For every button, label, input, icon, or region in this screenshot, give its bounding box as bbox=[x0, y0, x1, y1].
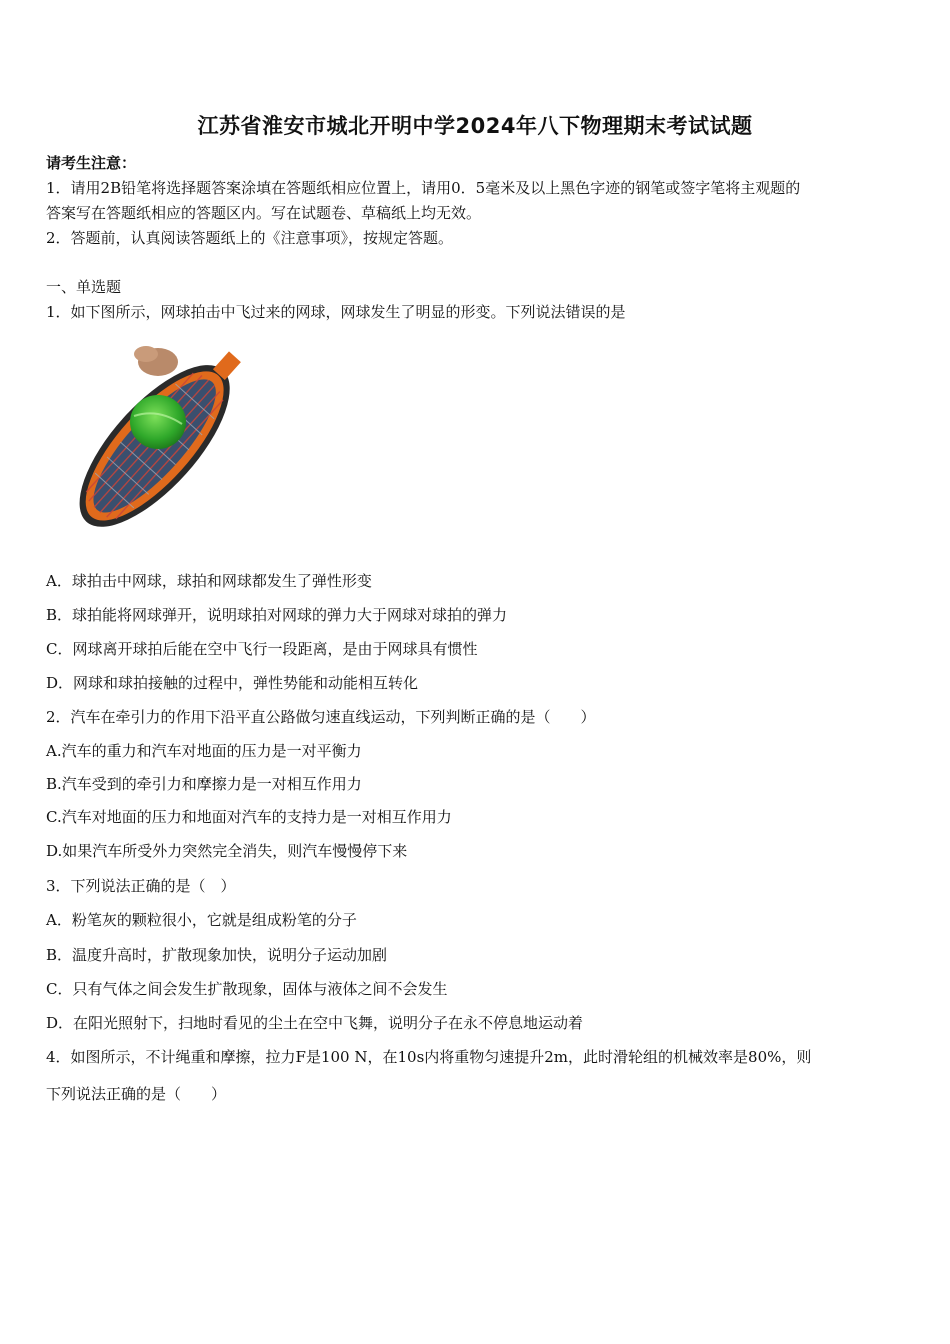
question-2-option-a: A.汽车的重力和汽车对地面的压力是一对平衡力 bbox=[46, 742, 362, 760]
section-heading: 一、单选题 bbox=[46, 278, 122, 296]
question-4-stem-line-1: 4．如图所示，不计绳重和摩擦，拉力F是100 N，在10s内将重物匀速提升2m，此时滑轮组的机械效率是80%，则 bbox=[46, 1048, 812, 1066]
question-3-option-c: C．只有气体之间会发生扩散现象，固体与液体之间不会发生 bbox=[46, 980, 448, 998]
question-1-option-a: A．球拍击中网球，球拍和网球都发生了弹性形变 bbox=[46, 572, 372, 590]
question-3-option-a: A．粉笔灰的颗粒很小，它就是组成粉笔的分子 bbox=[46, 911, 357, 929]
question-3-option-b: B．温度升高时，扩散现象加快，说明分子运动加剧 bbox=[46, 946, 388, 964]
question-1-stem: 1．如下图所示，网球拍击中飞过来的网球，网球发生了明显的形变。下列说法错误的是 bbox=[46, 303, 626, 321]
question-1-option-c: C．网球离开球拍后能在空中飞行一段距离，是由于网球具有惯性 bbox=[46, 640, 478, 658]
question-1-option-d: D．网球和球拍接触的过程中，弹性势能和动能相互转化 bbox=[46, 674, 419, 692]
notice-item-2: 2．答题前，认真阅读答题纸上的《注意事项》，按规定答题。 bbox=[46, 229, 454, 247]
question-2-option-c: C.汽车对地面的压力和地面对汽车的支持力是一对相互作用力 bbox=[46, 808, 452, 826]
exam-title: 江苏省淮安市城北开明中学2024年八下物理期末考试试题 bbox=[197, 114, 753, 138]
question-2-option-d: D.如果汽车所受外力突然完全消失，则汽车慢慢停下来 bbox=[46, 842, 408, 860]
question-2-option-b: B.汽车受到的牵引力和摩擦力是一对相互作用力 bbox=[46, 775, 362, 793]
notice-heading: 请考生注意： bbox=[46, 154, 137, 172]
notice-item-1-line-1: 1．请用2B铅笔将选择题答案涂填在答题纸相应位置上，请用0．5毫米及以上黑色字迹的钢笔或签字笔将主观题的 bbox=[46, 179, 801, 197]
question-4-stem-line-2: 下列说法正确的是（ ） bbox=[46, 1085, 227, 1103]
question-3-stem: 3．下列说法正确的是（ ） bbox=[46, 877, 236, 895]
tennis-racket-ball-image bbox=[60, 338, 260, 543]
question-3-option-d: D．在阳光照射下，扫地时看见的尘土在空中飞舞，说明分子在永不停息地运动着 bbox=[46, 1014, 584, 1032]
notice-item-1-line-2: 答案写在答题纸相应的答题区内。写在试题卷、草稿纸上均无效。 bbox=[46, 204, 482, 222]
question-1-option-b: B．球拍能将网球弹开，说明球拍对网球的弹力大于网球对球拍的弹力 bbox=[46, 606, 508, 624]
question-2-stem: 2．汽车在牵引力的作用下沿平直公路做匀速直线运动，下列判断正确的是（ ） bbox=[46, 708, 596, 726]
